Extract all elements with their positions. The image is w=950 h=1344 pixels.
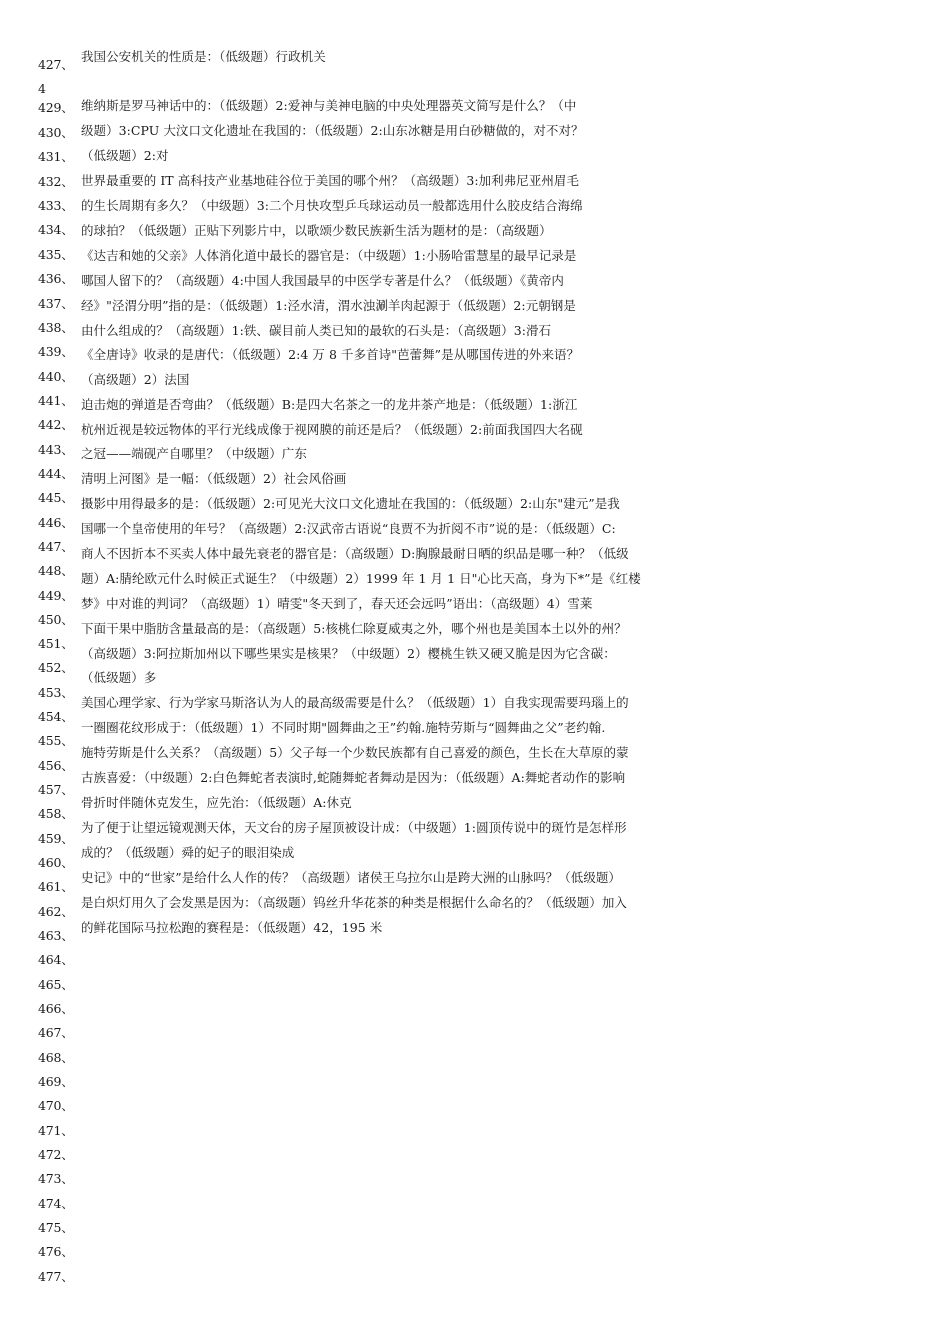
- line-number: 437、: [38, 296, 74, 311]
- line-number: 450、: [38, 612, 74, 627]
- line-number: 457、: [38, 782, 74, 797]
- text-line: 摄影中用得最多的是：（低级题）2:可见光大汶口文化遗址在我国的：（低级题）2:山东"建元”是我: [81, 496, 620, 511]
- line-number: 441、: [38, 393, 74, 408]
- line-number: 467、: [38, 1025, 74, 1040]
- line-number: 4: [38, 81, 46, 96]
- line-number: 436、: [38, 271, 74, 286]
- text-line: 成的？（低级题）舜的妃子的眼泪染成: [81, 845, 295, 860]
- text-line: 我国公安机关的性质是：（低级题）行政机关: [81, 49, 326, 64]
- line-number: 456、: [38, 758, 74, 773]
- line-number: 473、: [38, 1171, 74, 1186]
- question-text-column: [81, 0, 701, 1344]
- line-number: 445、: [38, 490, 74, 505]
- text-line: 杭州近视是较远物体的平行光线成像于视网膜的前还是后？（低级题）2:前面我国四大名砚: [81, 422, 583, 437]
- line-number: 434、: [38, 222, 74, 237]
- line-number: 476、: [38, 1244, 74, 1259]
- line-number: 448、: [38, 563, 74, 578]
- text-line: 的鲜花国际马拉松跑的赛程是：（低级题）42，195 米: [81, 920, 383, 935]
- text-line: 为了便于让望远镜观测天体，天文台的房子屋顶被设计成：（中级题）1:圆顶传说中的斑竹是怎样形: [81, 820, 627, 835]
- line-number: 442、: [38, 417, 74, 432]
- line-number: 443、: [38, 442, 74, 457]
- line-number: 439、: [38, 344, 74, 359]
- text-line: （高级题）2）法国: [81, 372, 190, 387]
- line-number: 470、: [38, 1098, 74, 1113]
- text-line: 由什么组成的？（高级题）1:铁、碳目前人类已知的最软的石头是：（高级题）3:滑石: [81, 323, 552, 338]
- line-number: 433、: [38, 198, 74, 213]
- text-line: 维纳斯是罗马神话中的：（低级题）2:爱神与美神电脑的中央处理器英文简写是什么？（中: [81, 98, 577, 113]
- text-line: 美国心理学家、行为学家马斯洛认为人的最高级需要是什么？（低级题）1）自我实现需要玛瑙上的: [81, 695, 629, 710]
- text-line: 级题）3:CPU 大汶口文化遗址在我国的：（低级题）2:山东冰糖是用白砂糖做的，对不对？: [81, 123, 584, 138]
- line-number: 453、: [38, 685, 74, 700]
- text-line: 经》"泾渭分明”指的是：（低级题）1:泾水清，渭水浊涮羊肉起源于（低级题）2:元朝钢是: [81, 298, 576, 313]
- text-line: 哪国人留下的？（高级题）4:中国人我国最早的中医学专著是什么？（低级题）《黄帝内: [81, 273, 564, 288]
- line-number: 440、: [38, 369, 74, 384]
- line-number: 455、: [38, 733, 74, 748]
- line-number: 464、: [38, 952, 74, 967]
- line-number: 446、: [38, 515, 74, 530]
- text-line: （高级题）3:阿拉斯加州以下哪些果实是核果？（中级题）2）樱桃生铁又硬又脆是因为它含碳：: [81, 646, 616, 661]
- line-number: 432、: [38, 174, 74, 189]
- text-line: 梦》中对谁的判词？（高级题）1）晴雯"冬天到了，春天还会远吗”语出：（高级题）4）雪莱: [81, 596, 593, 611]
- text-line: 迫击炮的弹道是否弯曲？（低级题）B:是四大名茶之一的龙井茶产地是：（低级题）1:浙江: [81, 397, 578, 412]
- line-number: 435、: [38, 247, 74, 262]
- line-number: 454、: [38, 709, 74, 724]
- text-line: 国哪一个皇帝使用的年号？（高级题）2:汉武帝古语说“良贾不为折阅不市”说的是：（低级题）C:: [81, 521, 616, 536]
- line-number: 474、: [38, 1196, 74, 1211]
- text-line: 世界最重要的 IT 高科技产业基地硅谷位于美国的哪个州？（高级题）3:加利弗尼亚州眉毛: [81, 173, 580, 188]
- text-line: 商人不因折本不买卖人体中最先衰老的器官是：（高级题）D:胸腺最耐日晒的织品是哪一种？（低级: [81, 546, 629, 561]
- text-line: 题）A:腈纶欧元什么时候正式诞生？（中级题）2）1999 年 1 月 1 日"心比天高，身为下*”是《红楼: [81, 571, 641, 586]
- line-number: 463、: [38, 928, 74, 943]
- line-number: 438、: [38, 320, 74, 335]
- line-number: 469、: [38, 1074, 74, 1089]
- line-number: 461、: [38, 879, 74, 894]
- line-number: 459、: [38, 831, 74, 846]
- line-number: 477、: [38, 1269, 74, 1284]
- line-number: 452、: [38, 660, 74, 675]
- line-number-column: [0, 0, 80, 1344]
- text-line: 施特劳斯是什么关系？（高级题）5）父子每一个少数民族都有自己喜爱的颜色，生长在大草原的蒙: [81, 745, 629, 760]
- line-number: 468、: [38, 1050, 74, 1065]
- text-line: 骨折时伴随休克发生，应先治：（低级题）A:休克: [81, 795, 352, 810]
- line-number: 451、: [38, 636, 74, 651]
- line-number: 429、: [38, 100, 74, 115]
- text-line: （低级题）多: [81, 670, 157, 685]
- line-number: 447、: [38, 539, 74, 554]
- line-number: 430、: [38, 125, 74, 140]
- text-line: 的生长周期有多久？（中级题）3:二个月快攻型乒乓球运动员一般都选用什么胶皮结合海绵: [81, 198, 583, 213]
- text-line: 之冠——端砚产自哪里？（中级题）广东: [81, 446, 307, 461]
- text-line: 《全唐诗》收录的是唐代：（低级题）2:4 万 8 千多首诗"芭蕾舞”是从哪国传进的外来语？: [81, 347, 580, 362]
- text-line: （低级题）2:对: [81, 148, 169, 163]
- line-number: 465、: [38, 977, 74, 992]
- text-line: 一圈圈花纹形成于：（低级题）1）不同时期"圆舞曲之王”约翰.施特劳斯与“圆舞曲之父”老约翰.: [81, 720, 606, 735]
- text-line: 史记》中的“世家”是给什么人作的传？（高级题）诸侯王乌拉尔山是跨大洲的山脉吗？（低级题）: [81, 870, 621, 885]
- text-line: 的球拍？（低级题）正贴下列影片中，以歌颂少数民族新生活为题材的是：（高级题）: [81, 223, 552, 238]
- line-number: 458、: [38, 806, 74, 821]
- text-line: 清明上河图》是一幅：（低级题）2）社会风俗画: [81, 471, 347, 486]
- line-number: 472、: [38, 1147, 74, 1162]
- text-line: 《达吉和她的父亲》人体消化道中最长的器官是：（中级题）1:小肠哈雷慧星的最早记录是: [81, 248, 577, 263]
- line-number: 444、: [38, 466, 74, 481]
- text-line: 古族喜爱：（中级题）2:白色舞蛇者表演时,蛇随舞蛇者舞动是因为：（低级题）A:舞蛇者动作的影响: [81, 770, 626, 785]
- line-number: 431、: [38, 149, 74, 164]
- line-number: 466、: [38, 1001, 74, 1016]
- line-number: 475、: [38, 1220, 74, 1235]
- line-number: 462、: [38, 904, 74, 919]
- line-number: 471、: [38, 1123, 74, 1138]
- text-line: 是白炽灯用久了会发黑是因为：（高级题）钨丝升华花茶的种类是根据什么命名的？（低级题）加入: [81, 895, 627, 910]
- line-number: 427、: [38, 57, 74, 72]
- line-number: 449、: [38, 588, 74, 603]
- line-number: 460、: [38, 855, 74, 870]
- text-line: 下面干果中脂肪含量最高的是：（高级题）5:核桃仁除夏威夷之外，哪个州也是美国本土以外的州？: [81, 621, 627, 636]
